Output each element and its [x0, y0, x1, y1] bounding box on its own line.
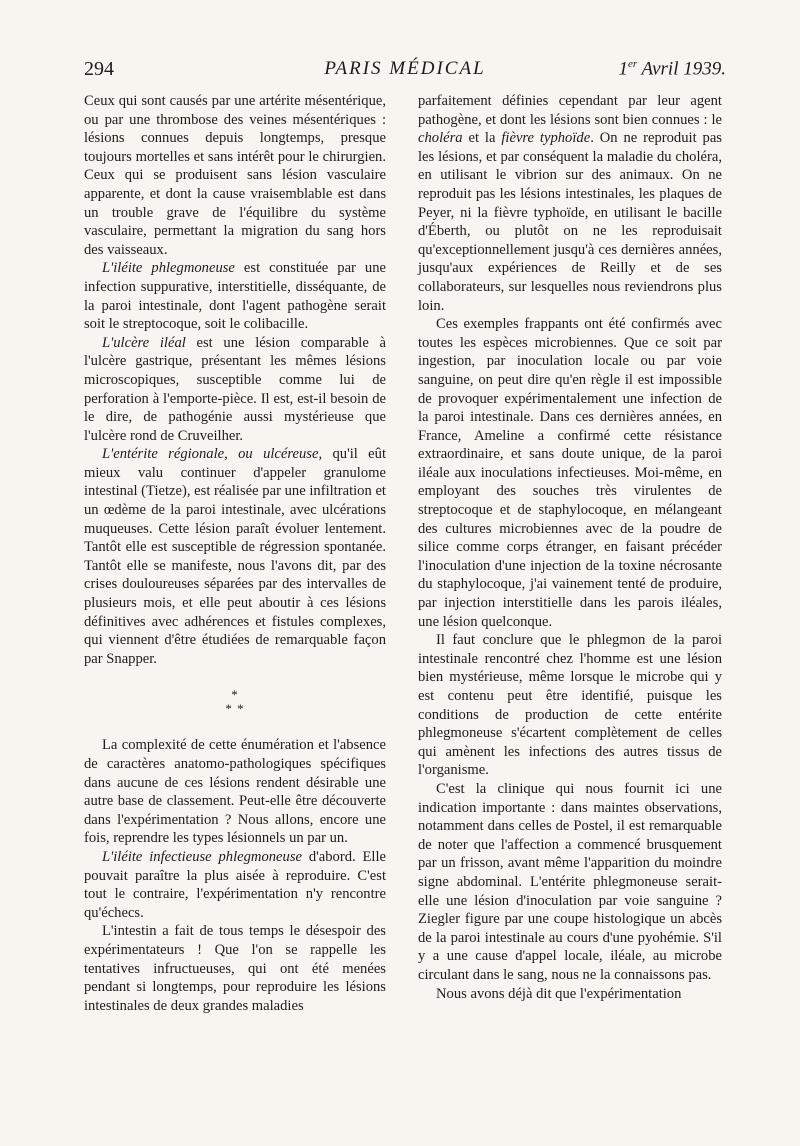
term-italic: L'iléite phlegmoneuse	[102, 260, 235, 277]
page-header	[84, 58, 726, 86]
left-column	[84, 92, 386, 1015]
issue-date	[618, 58, 726, 80]
date-month-year: Avril 1939.	[637, 58, 726, 80]
paragraph: Il faut conclure que le phlegmon de la paroi intestinale rencontré chez l'homme est une lésion bien mystérieuse, même lorsque le microbe qui y est contenu peut être identifié, puisque les conditions de production de cette entérite phlegmoneuse s'écartent complètement de celles qui amènent les infections des autres tissus de l'organisme.	[418, 632, 722, 779]
right-column	[418, 92, 722, 1003]
paragraph: L'ulcère iléal est une lésion comparable à l'ulcère gastrique, présentant les mêmes lésions microscopiques, susceptible comme lui de perforation à l'emporte-pièce. Il est, est-il besoin de le dire, de pathogénie aussi mystérieuse que l'ulcère rond de Cruveilher.	[84, 334, 387, 444]
journal-title: PARIS MÉDICAL	[324, 58, 486, 79]
term-italic: L'entérite régionale, ou ulcéreuse,	[102, 446, 323, 463]
date-superscript: er	[627, 58, 638, 70]
date-day: 1	[618, 58, 628, 80]
paragraph: Nous avons déjà dit que l'expérimentation	[436, 985, 682, 1002]
paragraph: L'iléite infectieuse phlegmoneuse d'abord. Elle pouvait paraître la plus aisée à reproduire. C'est tout le contraire, l'expérimentation n'y rencontre qu'échecs.	[84, 848, 386, 921]
term-italic: L'iléite infectieuse phlegmoneuse	[102, 848, 302, 865]
section-separator: * * *	[225, 687, 245, 717]
page-number: 294	[84, 58, 114, 80]
term-italic: fièvre typhoïde	[501, 130, 591, 147]
paragraph: Ceux qui sont causés par une artérite mésentérique, ou par une thrombose des veines mésentériques : lésions connues depuis longtemps, presque toujours mortelles et sans intérêt pour le chirurgien. Ceux qui se produisent sans lésion vasculaire apparente, et dont la cause vraisemblable est dans un trouble grave de l'équilibre du système vasculaire, permettant la migration du sang hors des vaisseaux.	[84, 93, 386, 258]
paragraph: Ces exemples frappants ont été confirmés avec toutes les espèces microbiennes. Que ce soit par ingestion, par inoculation locale ou par voie sanguine, on peut dire qu'en règle il est impossible de provoquer expérimentalement une infection de la paroi intestinale. Dans ces dernières années, en France, Ameline a confirmé cette résistance extraordinaire, et sans doute unique, de la paroi iléale aux inoculations infectieuses. Moi-même, en employant des souches très virulentes de streptocoque et de staphylocoque, en mélangeant des cultures microbiennes avec de la poudre de silice comme corps étranger, en faisant précéder l'inoculation d'une injection de la toxine nécrosante du staphylocoque, j'ai vainement tenté de produire, par injection interstitielle dans les parois iléales, une lésion quelconque.	[418, 316, 722, 630]
term-italic: L'ulcère iléal	[102, 334, 186, 351]
paragraph: La complexité de cette énumération et l'absence de caractères anatomo-pathologiques spécifiques dans aucune de ces lésions rendent désirable une autre base de classement. Peut-elle être découverte dans l'expérimentation ? Nous allons, encore une fois, reprendre les types lésionnels un par un.	[84, 737, 386, 847]
paragraph: L'entérite régionale, ou ulcéreuse, qu'il eût mieux valu continuer d'appeler granulome intestinal (Tietze), est réalisée par une infiltration et un œdème de la paroi intestinale, avec ulcérations muqueuses. Cette lésion paraît évoluer lentement. Tantôt elle est susceptible de régression spontanée. Tantôt elle se manifeste, nous l'avons dit, par des crises douloureuses séparées par des intervalles de plusieurs mois, et elle peut aboutir à ces lésions définitives avec adhérences et fistules complexes, qui viennent d'être étudiées de remarquable façon par Snapper.	[84, 446, 386, 667]
paragraph: parfaitement définies cependant par leur agent pathogène, et dont les lésions sont bien connues : le choléra et la fièvre typhoïde. On ne reproduit pas les lésions, et par conséquent la maladie du choléra, en utilisant le vibrion sur des animaux. On ne reproduit pas les lésions intestinales, les plaques de Peyer, ni la fièvre typhoïde, en utilisant le bacille d'Éberth, ou plutôt on ne les reproduisait qu'exceptionnellement jusqu'à ces dernières années, jusqu'aux expériences de Reilly et de ses collaborateurs, sur lesquelles nous reviendrons plus loin.	[418, 93, 722, 314]
paragraph: C'est la clinique qui nous fournit ici une indication importante : dans maintes observations, notamment dans celles de Postel, il est remarquable de noter que l'affection a commencé brusquement par un frisson, avant même l'apparition du moindre signe abdominal. L'entérite phlegmoneuse serait-elle une lésion d'inoculation par voie sanguine ? Ziegler figure par une coupe histologique un abcès de la paroi intestinale au cours d'une pyohémie. S'il y a une cause d'appel locale, iléale, au microbe circulant dans le sang, nous ne la connaissons pas.	[418, 780, 722, 983]
paragraph: L'iléite phlegmoneuse est constituée par une infection suppurative, interstitielle, disséquante, de la paroi intestinale, dont l'agent pathogène serait soit le streptocoque, soit le colibacille.	[84, 260, 386, 333]
paragraph: L'intestin a fait de tous temps le désespoir des expérimentateurs ! Que l'on se rappelle les tentatives infructueuses, qui ont été menées pendant si longtemps, pour reproduire les lésions intestinales de deux grandes maladies	[84, 923, 386, 1014]
term-italic: choléra	[418, 130, 463, 147]
